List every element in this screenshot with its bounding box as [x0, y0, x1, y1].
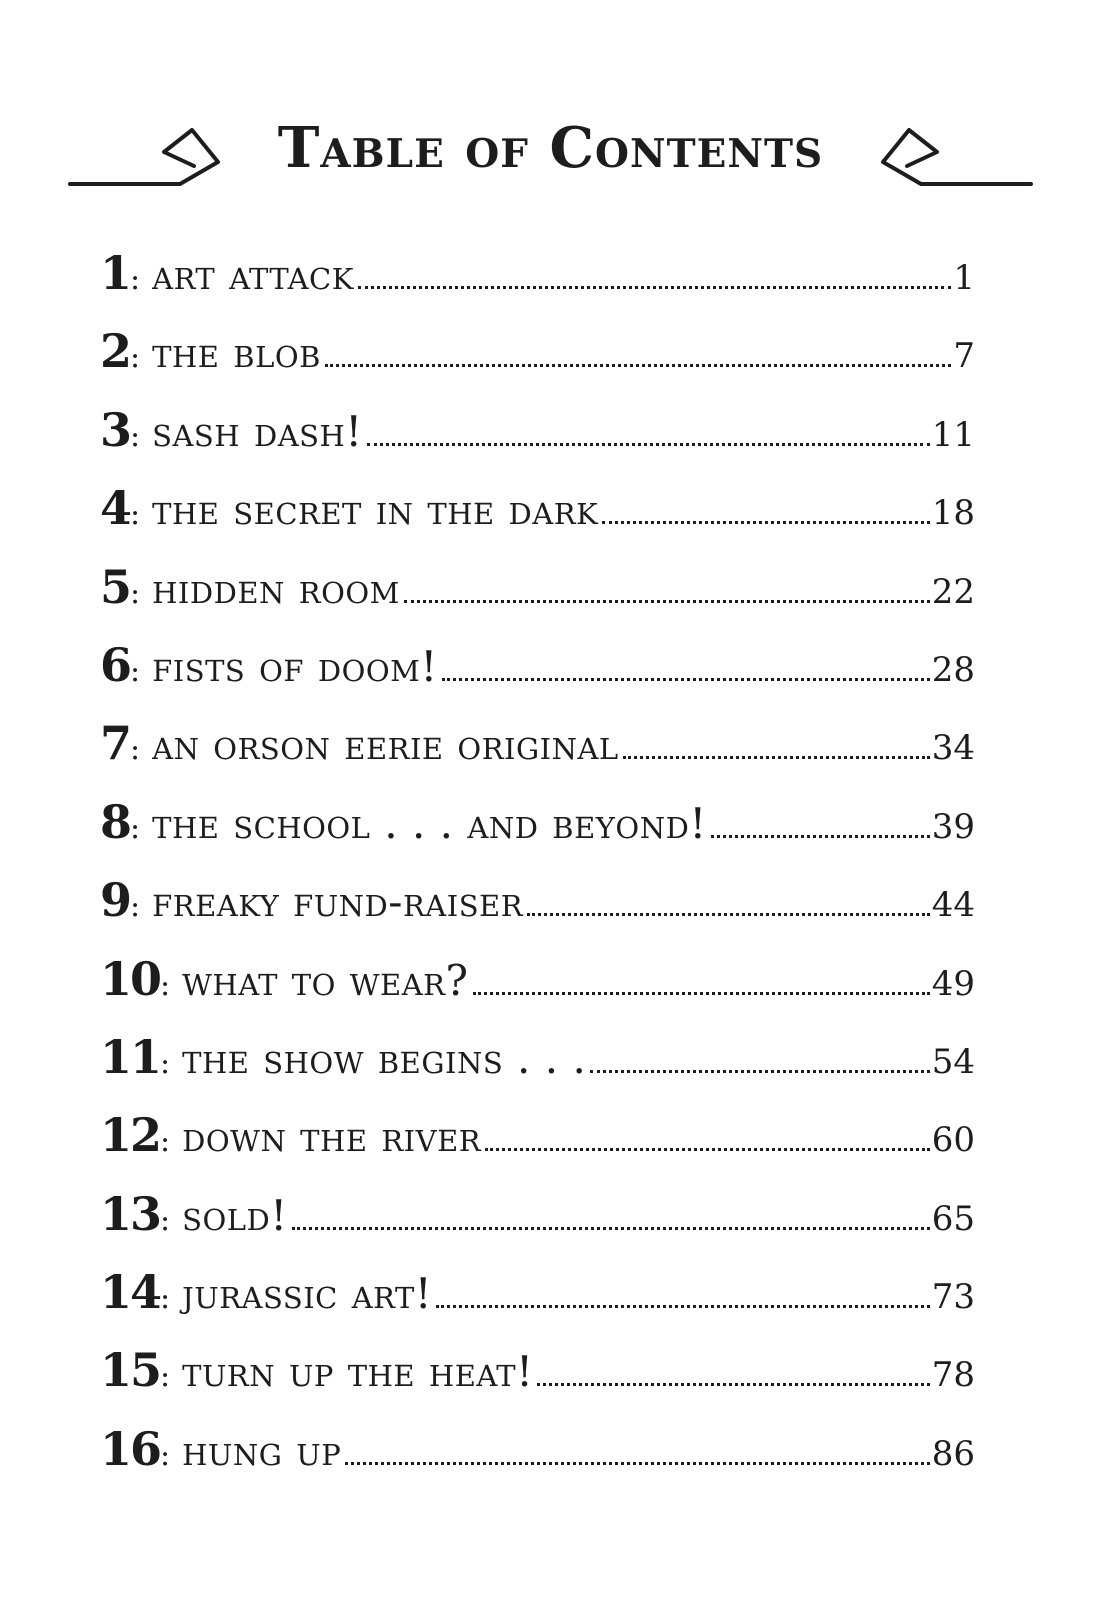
chapter-title: the show begins . . . — [182, 1033, 587, 1083]
chapter-separator: : — [130, 653, 141, 689]
page-number: 7 — [953, 336, 975, 377]
chapter-separator: : — [130, 418, 141, 454]
page-number: 49 — [931, 963, 975, 1004]
toc-entry[interactable] — [100, 403, 975, 481]
page-number: 28 — [931, 649, 975, 690]
chapter-title: an orson eerie original — [152, 720, 619, 770]
page-number: 18 — [931, 493, 975, 534]
toc-entry[interactable] — [100, 873, 975, 951]
dot-leader — [358, 286, 951, 289]
toc-entry[interactable] — [100, 716, 975, 794]
toc-entry[interactable] — [100, 1030, 975, 1108]
dot-leader — [602, 521, 930, 524]
toc-entry[interactable] — [100, 795, 975, 873]
chapter-number: 13 — [100, 1186, 161, 1241]
chapter-number: 2 — [100, 324, 131, 379]
toc-entry[interactable] — [100, 638, 975, 716]
chapter-title: fists of doom! — [152, 641, 438, 691]
chapter-number: 16 — [100, 1421, 161, 1476]
dot-leader — [404, 600, 930, 603]
page-number: 34 — [931, 728, 975, 769]
dot-leader — [473, 992, 930, 995]
chapter-number: 15 — [100, 1343, 161, 1398]
page-number: 1 — [953, 258, 975, 298]
chapter-separator: : — [160, 1359, 171, 1395]
chapter-number: 7 — [100, 716, 131, 771]
page-number: 44 — [931, 885, 975, 926]
chapter-separator: : — [160, 1202, 171, 1238]
toc-header — [0, 108, 1101, 198]
dot-leader — [623, 756, 930, 759]
chapter-title: the school . . . and beyond! — [152, 798, 707, 848]
chapter-title: art attack — [152, 250, 354, 299]
page-number: 86 — [931, 1433, 975, 1474]
dot-leader — [442, 678, 930, 681]
chapter-separator: : — [130, 732, 141, 768]
toc-entry[interactable] — [100, 560, 975, 638]
toc-entry[interactable] — [100, 324, 975, 402]
toc-entry[interactable] — [100, 1265, 975, 1343]
page-number: 54 — [931, 1041, 975, 1082]
chapter-number: 8 — [100, 794, 131, 849]
chapter-separator: : — [160, 1124, 171, 1160]
dot-leader — [436, 1305, 930, 1308]
toc-entry[interactable] — [100, 1108, 975, 1186]
table-of-contents — [100, 246, 975, 1500]
dot-leader — [711, 835, 930, 838]
page-number: 11 — [931, 414, 975, 455]
chapter-separator: : — [130, 810, 141, 846]
toc-entry[interactable] — [100, 1422, 975, 1500]
page-number: 65 — [931, 1198, 975, 1239]
chapter-separator: : — [160, 1437, 171, 1473]
chapter-title: jurassic art! — [182, 1269, 433, 1319]
chapter-number: 4 — [100, 481, 131, 536]
chapter-separator: : — [130, 262, 141, 297]
chapter-title: sash dash! — [152, 406, 363, 456]
dot-leader — [527, 913, 930, 916]
chapter-separator: : — [130, 340, 141, 376]
chapter-title: hidden room — [152, 563, 400, 613]
toc-entry[interactable] — [100, 1187, 975, 1265]
chapter-separator: : — [160, 1281, 171, 1317]
chapter-number: 1 — [100, 246, 131, 300]
chapter-separator: : — [160, 1045, 171, 1081]
chapter-title: the secret in the dark — [152, 485, 599, 535]
toc-entry[interactable] — [100, 952, 975, 1030]
page-number: 22 — [931, 571, 975, 612]
page-number: 78 — [931, 1355, 975, 1396]
page-number: 60 — [931, 1120, 975, 1161]
chapter-separator: : — [130, 575, 141, 611]
chapter-number: 9 — [100, 873, 131, 928]
page-number: 73 — [931, 1277, 975, 1318]
chapter-separator: : — [130, 889, 141, 925]
dot-leader — [325, 364, 951, 367]
curl-flourish-icon — [863, 122, 1033, 192]
dot-leader — [590, 1070, 929, 1073]
chapter-title: what to wear? — [182, 955, 469, 1005]
chapter-title: sold! — [182, 1190, 288, 1240]
chapter-number: 10 — [100, 951, 161, 1006]
dot-leader — [537, 1383, 929, 1386]
chapter-title: freaky fund-raiser — [152, 877, 524, 927]
chapter-number: 11 — [100, 1029, 161, 1084]
chapter-title: down the river — [182, 1112, 482, 1162]
dot-leader — [367, 443, 930, 446]
chapter-title: the blob — [152, 328, 321, 378]
toc-entry[interactable] — [100, 1343, 975, 1421]
chapter-number: 5 — [100, 559, 131, 614]
dot-leader — [292, 1227, 930, 1230]
dot-leader — [485, 1148, 930, 1151]
chapter-separator: : — [130, 497, 141, 533]
toc-entry[interactable] — [100, 246, 975, 324]
chapter-title: turn up the heat! — [182, 1347, 534, 1397]
page-number: 39 — [931, 806, 975, 847]
chapter-number: 3 — [100, 402, 131, 457]
dot-leader — [345, 1462, 930, 1465]
chapter-number: 14 — [100, 1265, 161, 1320]
chapter-title: hung up — [182, 1425, 342, 1475]
toc-entry[interactable] — [100, 481, 975, 559]
chapter-separator: : — [160, 967, 171, 1003]
page-title: Table of Contents — [277, 115, 824, 181]
chapter-number: 12 — [100, 1108, 161, 1163]
chapter-number: 6 — [100, 637, 131, 692]
